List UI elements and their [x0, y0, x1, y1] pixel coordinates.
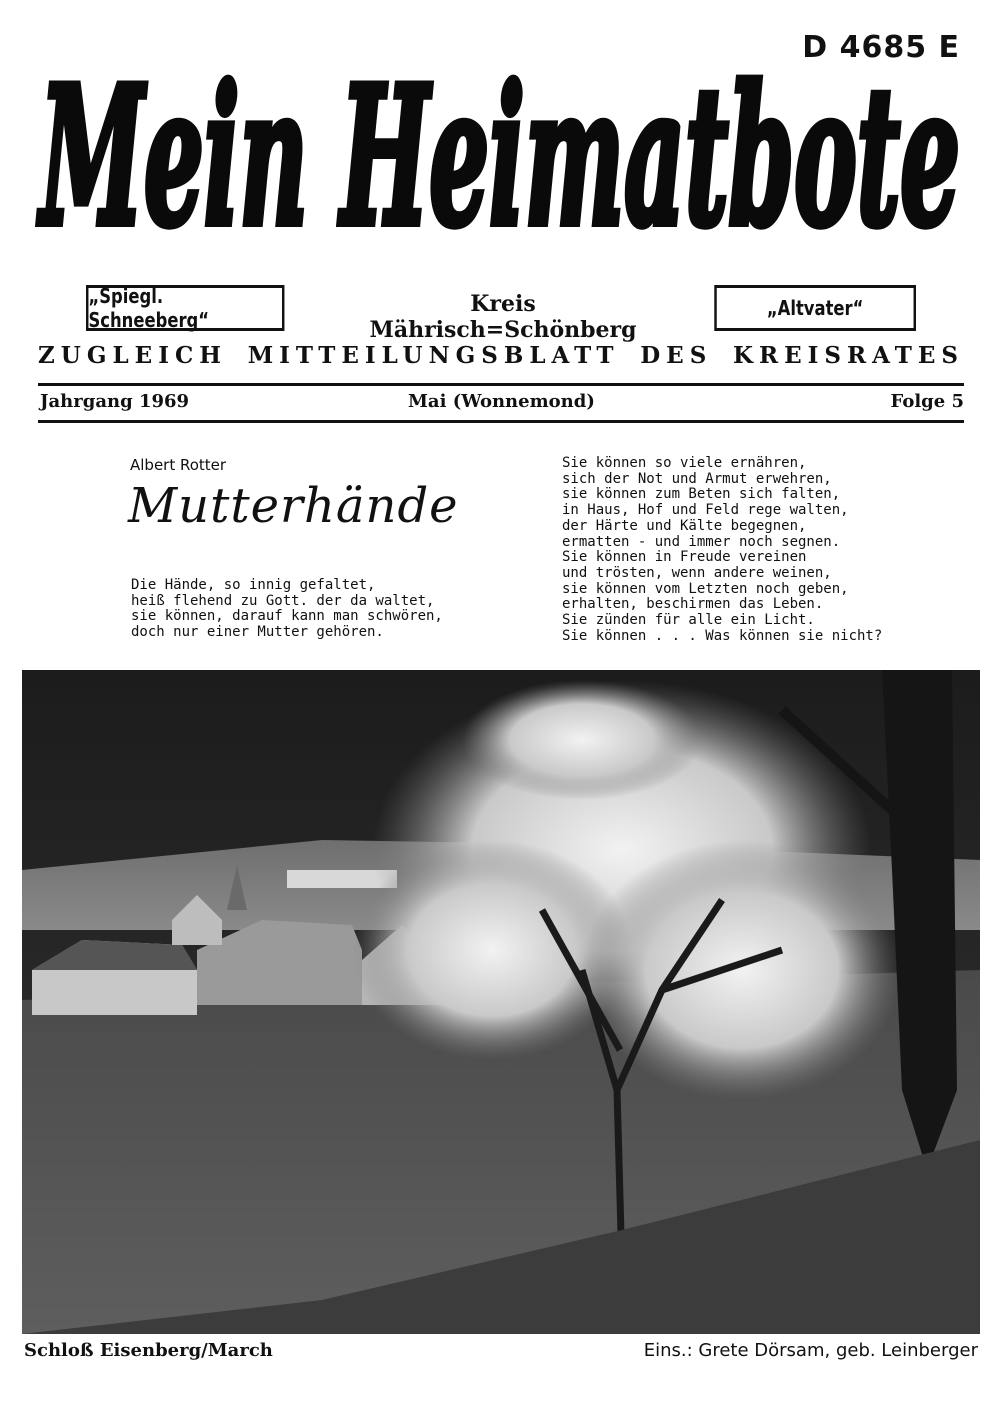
poem-stanza-left [131, 578, 511, 641]
region-row [86, 284, 916, 343]
poem-line: sich der Not und Armut erwehren, [562, 470, 832, 487]
region-center-label: Kreis Mährisch=Schönberg [369, 291, 637, 343]
masthead-text: Mein Heimatbote [37, 48, 960, 268]
issue-info-row [38, 391, 964, 417]
issue-number: Folge 5 [890, 391, 964, 412]
poem-line: sie können zum Beten sich falten, [562, 486, 841, 503]
poem-title: Mutterhände [128, 478, 459, 534]
divider-bottom [38, 420, 964, 423]
poem-line: ermatten - und immer noch segnen. [562, 533, 841, 550]
issue-month: Mai (Wonnemond) [408, 391, 595, 412]
poem-line: sie können vom Letzten noch geben, [562, 580, 849, 597]
publication-code: D 4685 E [802, 30, 960, 65]
poem-line: in Haus, Hof und Feld rege walten, [562, 502, 849, 519]
poem-line: und trösten, wenn andere weinen, [562, 564, 832, 581]
photo-caption: Schloß Eisenberg/March [24, 1340, 273, 1361]
poem-line: Sie können so viele ernähren, [562, 455, 807, 471]
poem-line: Sie können . . . Was können sie nicht? [562, 627, 883, 644]
photo-credit: Eins.: Grete Dörsam, geb. Leinberger [643, 1340, 978, 1361]
poem-line: sie können, darauf kann man schwören, [131, 608, 443, 625]
divider-top [38, 383, 964, 386]
region-box-left: „Spiegl. Schneeberg“ [86, 285, 284, 331]
poem-stanza-right [562, 456, 962, 644]
poem-line: Sie zünden für alle ein Licht. [562, 612, 815, 629]
masthead-title [30, 48, 970, 278]
poem-line: Die Hände, so innig gefaltet, [131, 577, 376, 593]
poem-line: doch nur einer Mutter gehören. [131, 624, 384, 641]
poem-line: der Härte und Kälte begegnen, [562, 517, 807, 534]
region-box-right: „Altvater“ [714, 285, 916, 331]
issue-year: Jahrgang 1969 [40, 391, 190, 412]
subtitle: ZUGLEICH MITTEILUNGSBLATT DES KREISRATES [38, 342, 964, 369]
poem-line: heiß flehend zu Gott. der da waltet, [131, 592, 435, 609]
poem-line: erhalten, beschirmen das Leben. [562, 596, 824, 613]
poem-author: Albert Rotter [130, 456, 227, 474]
poem-line: Sie können in Freude vereinen [562, 549, 807, 566]
landscape-photo [22, 670, 980, 1334]
